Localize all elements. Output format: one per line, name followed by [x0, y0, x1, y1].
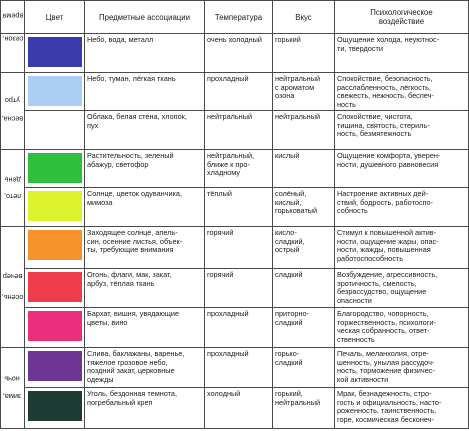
color-swatch [28, 191, 82, 221]
table-row [1, 308, 469, 348]
table-row [1, 188, 469, 227]
effect-cell: Печаль, меланхолия, отре- шенность, унылая рассудоч- ность, торможение физичес- кой активности [335, 348, 469, 388]
taste-cell: сладкий [273, 269, 335, 308]
table-row [1, 348, 469, 388]
color-cell [25, 150, 85, 188]
color-swatch [28, 272, 82, 302]
color-swatch [28, 391, 82, 421]
color-cell [25, 34, 85, 73]
header-effect: Психологическое воздействие [335, 1, 469, 34]
color-swatch [28, 230, 82, 260]
temperature-cell: горячий [205, 227, 273, 269]
table-row [1, 111, 469, 150]
temperature-cell: прохладный [205, 308, 273, 348]
association-cell: Огонь, флаги, мак, закат, арбуз, тёплая ткань [85, 269, 205, 308]
taste-cell: горький [273, 34, 335, 73]
effect-cell: Спокойствие, чистота, тишина, святость, стериль- ность, безмятежность [335, 111, 469, 150]
header-season: сезон, время [1, 1, 25, 34]
effect-cell: Возбуждение, агрессивность, эротичность, смелость, безрассудство, ощущение опасности [335, 269, 469, 308]
association-cell: Слива, баклажаны, варенье, тяжелое грозовое небо, поздний закат, церковные одежды [85, 348, 205, 388]
effect-cell: Настроение активных дей- ствий, бодрость, работоспо- собность [335, 188, 469, 227]
association-cell: Уголь, бездонная темнота, погребальный креп [85, 388, 205, 429]
temperature-cell: нейтральный [205, 111, 273, 150]
table-row [1, 150, 469, 188]
color-swatch [28, 37, 82, 67]
table-row [1, 269, 469, 308]
association-cell: Небо, туман, лёгкая ткань [85, 73, 205, 111]
color-swatch [28, 351, 82, 381]
taste-cell: горький, нейтральный [273, 388, 335, 429]
color-swatch [28, 153, 82, 183]
taste-cell: нейтральный с ароматом озона [273, 73, 335, 111]
association-cell: Небо, вода, металл [85, 34, 205, 73]
color-cell [25, 227, 85, 269]
color-swatch [28, 311, 82, 341]
color-cell [25, 73, 85, 111]
table-row [1, 34, 469, 73]
table-body [1, 34, 469, 429]
temperature-cell: холодный [205, 388, 273, 429]
color-cell [25, 111, 85, 150]
color-cell [25, 308, 85, 348]
season-cell: осень,вечер [1, 227, 25, 348]
association-cell: Бархат, вишня, увядающие цветы, вино [85, 308, 205, 348]
table-row [1, 388, 469, 429]
season-cell: зима,ночь [1, 348, 25, 429]
taste-cell: солёный, кислый, горьковатый [273, 188, 335, 227]
header-taste: Вкус [273, 1, 335, 34]
temperature-cell: горячий [205, 269, 273, 308]
header-color: Цвет [25, 1, 85, 34]
color-cell [25, 188, 85, 227]
temperature-cell: прохладный [205, 348, 273, 388]
taste-cell: горько- сладкий [273, 348, 335, 388]
association-cell: Облака, белая стена, хлопок, пух [85, 111, 205, 150]
effect-cell: Ощущение комфорта, уверен- ности, душевного равновесия [335, 150, 469, 188]
color-swatch [28, 76, 82, 106]
color-cell [25, 348, 85, 388]
temperature-cell: тёплый [205, 188, 273, 227]
season-cell: весна,утро [1, 73, 25, 150]
season-cell: лето,день [1, 150, 25, 227]
association-cell: Заходящее солнце, апель- син, осенние листья, объек- ты, требующие внимания [85, 227, 205, 269]
effect-cell: Стимул к повышенной актив- ности, ощущение жары, опас- ности, жажды, повышенная работоспособность [335, 227, 469, 269]
association-cell: Солнце, цветок одуванчика, мимоза [85, 188, 205, 227]
taste-cell: нейтральный [273, 111, 335, 150]
taste-cell: приторно- сладкий [273, 308, 335, 348]
header-row [1, 1, 469, 34]
color-cell [25, 388, 85, 429]
temperature-cell: очень холодный [205, 34, 273, 73]
effect-cell: Спокойствие, безопасность, расслабленность, лёгкость, свежесть, нежность, беспеч- ность [335, 73, 469, 111]
color-swatch [28, 114, 82, 144]
temperature-cell: нейтральный, ближе к про- хладному [205, 150, 273, 188]
effect-cell: Ощущение холода, неуютнос- ти, твердости [335, 34, 469, 73]
taste-cell: кислый [273, 150, 335, 188]
temperature-cell: прохладный [205, 73, 273, 111]
effect-cell: Мрак, безнадежность, стро- гость и официальность, насто- роженность, таинственность, горе, космическая бесконеч- [335, 388, 469, 429]
header-associations: Предметные ассоциации [85, 1, 205, 34]
table-row [1, 73, 469, 111]
effect-cell: Благородство, чопорность, торжественность, психологи- ческая собранность, ответ- ственность [335, 308, 469, 348]
association-cell: Растительность, зеленый абажур, светофор [85, 150, 205, 188]
table-row [1, 227, 469, 269]
taste-cell: кисло- сладкий, острый [273, 227, 335, 269]
header-temperature: Температура [205, 1, 273, 34]
color-cell [25, 269, 85, 308]
